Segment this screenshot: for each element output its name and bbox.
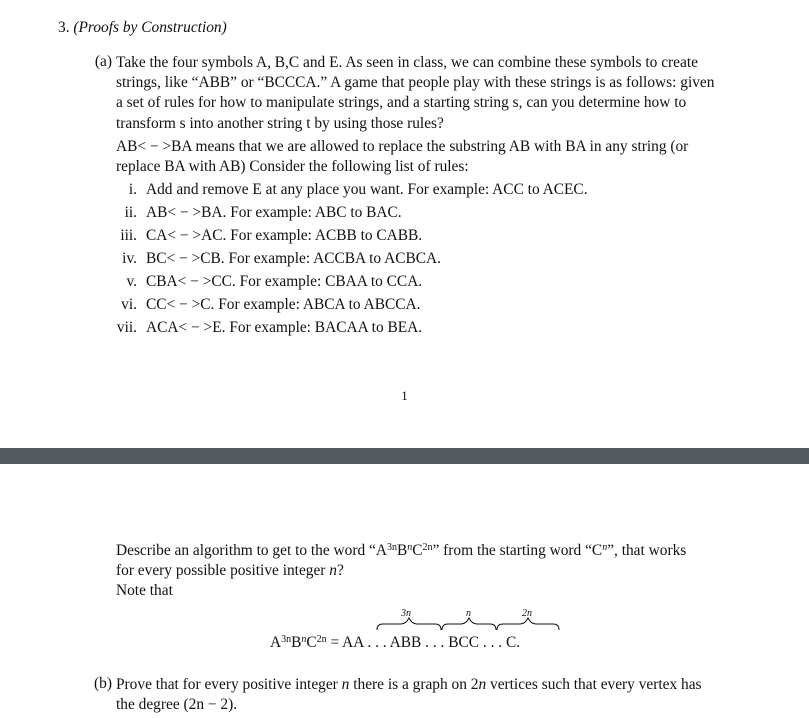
brace-label-3n: 3n (401, 608, 411, 619)
text-run: = AA . . . ABB . . . BCC . . . C. (326, 634, 521, 651)
math-variable: n (478, 676, 487, 693)
superscript: 2n (316, 634, 327, 645)
brace-label-n: n (466, 608, 471, 619)
rule-text: CA< − >AC. For example: ACBB to CABB. (146, 227, 423, 244)
rule-number: iv. (122, 250, 137, 267)
overbrace-3n (377, 618, 441, 630)
part-a-intro (116, 53, 741, 134)
rule-text: BC< − >CB. For example: ACCBA to ACBCA. (146, 250, 441, 267)
section-number: 3. (58, 19, 70, 36)
describe-line-2 (116, 561, 741, 581)
section-heading (58, 19, 227, 37)
part-b-line-2: the degree (2n − 2). (116, 696, 238, 714)
equation-text (270, 634, 520, 652)
rule-number: i. (128, 181, 137, 198)
text-run: there is a graph on 2 (349, 676, 479, 693)
superscript: n (602, 542, 608, 553)
part-a-label: (a) (94, 53, 112, 70)
intro-line-2: strings, like “ABB” or “BCCCA.” A game that people play with these strings is as follows: given (116, 74, 715, 92)
superscript: n (301, 634, 307, 645)
text-run: ? (336, 562, 344, 580)
rule-number: vi. (121, 296, 137, 313)
section-title: (Proofs by Construction) (73, 19, 227, 36)
explain-line-1: AB< − >BA means that we are allowed to replace the substring AB with BA in any string (or (116, 138, 689, 155)
part-b-text (116, 675, 741, 715)
text-run: Describe an algorithm to get to the word “A (116, 542, 387, 559)
superscript: 2n (422, 542, 433, 553)
text-run: C (412, 542, 423, 559)
rule-number: iii. (120, 227, 137, 244)
page-number: 1 (401, 388, 408, 403)
rule-text: AB< − >BA. For example: ABC to BAC. (146, 204, 402, 221)
text-run: B (396, 542, 408, 559)
text-run: A (270, 634, 282, 651)
note-that: Note that (116, 582, 173, 600)
part-b-label: (b) (94, 675, 112, 692)
rule-text: CC< − >C. For example: ABCA to ABCCA. (146, 296, 421, 313)
math-variable: n (329, 562, 337, 580)
text-run: vertices such that every vertex has (486, 676, 702, 693)
rule-number: v. (126, 273, 137, 290)
brace-label-2n: 2n (522, 608, 532, 619)
intro-line-4: transform s into another string t by using those rules? (116, 114, 444, 132)
superscript: 3n (281, 634, 292, 645)
explain-line-2: replace BA with AB) Consider the following list of rules: (116, 158, 469, 176)
overbrace-2n (497, 618, 559, 630)
rule-text: Add and remove E at any place you want. For example: ACC to ACEC. (146, 181, 588, 198)
math-variable: n (341, 676, 350, 693)
rule-number: vii. (116, 319, 137, 336)
describe-line-1 (116, 541, 741, 561)
text-run: for every possible positive integer (116, 562, 330, 580)
superscript: n (407, 542, 413, 553)
intro-line-3: a set of rules for how to manipulate strings, and a starting string s, can you determine how to (116, 94, 687, 112)
rule-number: ii. (124, 204, 137, 221)
part-a-explanation (116, 137, 741, 177)
equation-display (270, 604, 570, 654)
text-run: ”, that works (607, 542, 687, 559)
part-b-line-1 (116, 675, 741, 695)
text-run: C (306, 634, 317, 651)
superscript: 3n (386, 542, 397, 553)
page-separator (0, 448, 809, 465)
text-run: ” from the starting word “C (432, 542, 603, 559)
describe-paragraph (116, 541, 741, 602)
text-run: B (291, 634, 302, 651)
rule-text: CBA< − >CC. For example: CBAA to CCA. (146, 273, 423, 290)
intro-line-1: Take the four symbols A, B,C and E. As seen in class, we can combine these symbols to create (116, 54, 698, 71)
text-run: Prove that for every positive integer (116, 676, 342, 693)
overbrace-n (442, 618, 496, 630)
rule-text: ACA< − >E. For example: BACAA to BEA. (146, 319, 423, 336)
